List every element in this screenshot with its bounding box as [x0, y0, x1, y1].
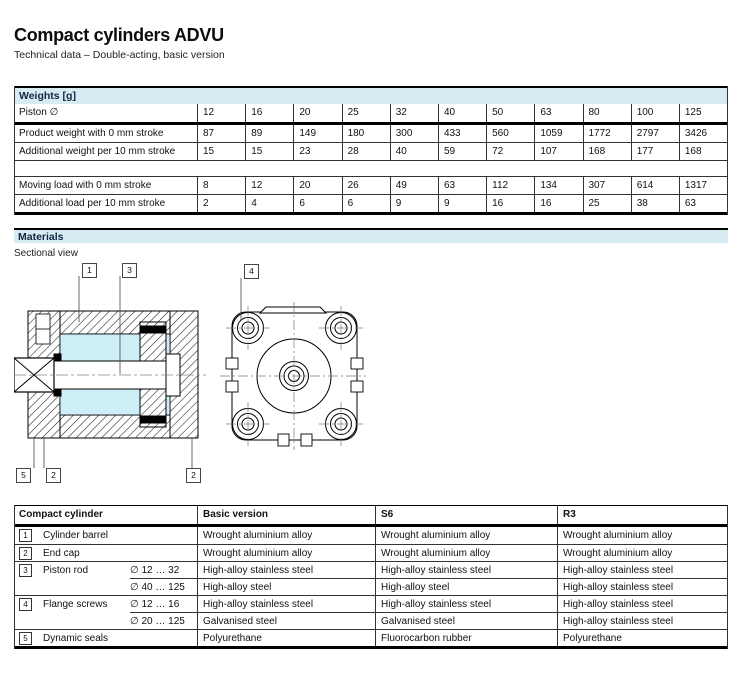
table-cell: 9	[438, 195, 486, 212]
table-cell: Wrought aluminium alloy	[557, 544, 727, 561]
table-cell: Polyurethane	[197, 629, 375, 646]
table-cell: High-alloy stainless steel	[557, 578, 727, 595]
table-cell: Wrought aluminium alloy	[557, 527, 727, 544]
table-cell: High-alloy steel	[375, 578, 557, 595]
page-subtitle: Technical data – Double-acting, basic version	[14, 49, 225, 61]
part-ref-box: 3	[19, 564, 32, 577]
table-cell: 560	[486, 125, 534, 142]
table-cell: 59	[438, 143, 486, 160]
weights-section-header: Weights [g]	[15, 86, 727, 104]
table-cell: Galvanised steel	[375, 612, 557, 629]
table-cell: 149	[293, 125, 341, 142]
table-cell: 40	[390, 143, 438, 160]
part-ref-1-box: 1	[82, 263, 97, 278]
table-cell: 12	[197, 104, 245, 122]
table-cell: 25	[342, 104, 390, 122]
column-header: Basic version	[197, 506, 375, 524]
table-cell: 38	[631, 195, 679, 212]
diameter-range	[130, 629, 197, 646]
table-cell: High-alloy stainless steel	[197, 561, 375, 578]
table-cell: 20	[293, 177, 341, 194]
table-cell: 8	[197, 177, 245, 194]
table-cell: 134	[534, 177, 582, 194]
table-cell: Galvanised steel	[197, 612, 375, 629]
part-ref-box: 1	[19, 529, 32, 542]
thick-rule	[15, 646, 727, 649]
table-cell: 168	[679, 143, 727, 160]
table-cell: High-alloy stainless steel	[557, 612, 727, 629]
table-cell: 87	[197, 125, 245, 142]
table-cell: 1772	[583, 125, 631, 142]
table-cell: High-alloy stainless steel	[375, 595, 557, 612]
table-row	[15, 143, 727, 160]
material-row	[15, 527, 727, 544]
table-cell: 307	[583, 177, 631, 194]
table-cell: 80	[583, 104, 631, 122]
table-cell: 4	[245, 195, 293, 212]
part-name: Cylinder barrel	[43, 530, 109, 541]
table-cell: Wrought aluminium alloy	[375, 527, 557, 544]
table-cell: High-alloy stainless steel	[375, 561, 557, 578]
part-name: End cap	[41, 544, 130, 561]
diameter-range	[130, 527, 197, 544]
table-cell: 6	[293, 195, 341, 212]
table-row	[15, 177, 727, 194]
table-cell: 63	[534, 104, 582, 122]
cylinder-drawings	[14, 262, 404, 502]
table-cell: 25	[583, 195, 631, 212]
table-cell: 89	[245, 125, 293, 142]
part-ref-2-box: 2	[186, 468, 201, 483]
table-row	[15, 195, 727, 212]
row-label: Piston ∅	[19, 107, 59, 118]
table-cell: High-alloy steel	[197, 578, 375, 595]
weights-table	[14, 86, 728, 215]
material-row	[15, 629, 727, 646]
table-cell: 72	[486, 143, 534, 160]
table-cell: 125	[679, 104, 727, 122]
table-cell: 50	[486, 104, 534, 122]
part-name: Dynamic seals	[41, 629, 130, 646]
part-name	[41, 612, 130, 629]
material-row-continuation	[15, 578, 727, 595]
table-cell: 15	[245, 143, 293, 160]
diameter-range: ∅ 20 … 125	[130, 612, 197, 629]
part-ref-5-box: 5	[16, 468, 31, 483]
table-cell: 1317	[679, 177, 727, 194]
table-cell: 63	[679, 195, 727, 212]
part-name: Flange screws	[41, 595, 130, 612]
table-cell: Polyurethane	[557, 629, 727, 646]
table-cell: 1059	[534, 125, 582, 142]
table-cell: Wrought aluminium alloy	[197, 527, 375, 544]
table-cell: 12	[245, 177, 293, 194]
table-cell: 63	[438, 177, 486, 194]
table-cell: 20	[293, 104, 341, 122]
table-cell: 100	[631, 104, 679, 122]
column-header: Compact cylinder	[19, 509, 103, 520]
diameter-range: ∅ 12 … 32	[130, 561, 197, 578]
table-cell: 26	[342, 177, 390, 194]
material-row	[15, 595, 727, 612]
table-cell: 3426	[679, 125, 727, 142]
part-name	[41, 578, 130, 595]
table-cell: 16	[486, 195, 534, 212]
diameter-range: ∅ 40 … 125	[130, 578, 197, 595]
table-cell: 28	[342, 143, 390, 160]
part-ref-3-box: 3	[122, 263, 137, 278]
table-cell: Fluorocarbon rubber	[375, 629, 557, 646]
table-cell: 6	[342, 195, 390, 212]
table-cell: High-alloy stainless steel	[557, 595, 727, 612]
materials-section-header: Materials	[14, 228, 728, 243]
diameter-range	[130, 544, 197, 561]
table-cell: 177	[631, 143, 679, 160]
table-cell: 2	[197, 195, 245, 212]
part-ref-box: 4	[19, 598, 32, 611]
part-ref-2-box: 2	[46, 468, 61, 483]
table-cell: 433	[438, 125, 486, 142]
row-label: Product weight with 0 mm stroke	[19, 128, 164, 139]
table-cell: 300	[390, 125, 438, 142]
part-name: Piston rod	[41, 561, 130, 578]
table-row	[15, 125, 727, 142]
table-cell: Wrought aluminium alloy	[197, 544, 375, 561]
material-row-continuation	[15, 612, 727, 629]
sectional-view-diagram	[14, 262, 404, 502]
piston-diameter-row	[15, 104, 727, 122]
table-cell: 23	[293, 143, 341, 160]
table-cell: 16	[245, 104, 293, 122]
sectional-view-label: Sectional view	[14, 248, 78, 259]
row-label: Additional weight per 10 mm stroke	[19, 146, 176, 157]
part-ref-box: 2	[19, 547, 32, 560]
table-cell: 107	[534, 143, 582, 160]
materials-header-row	[15, 506, 727, 524]
row-label: Additional load per 10 mm stroke	[19, 198, 166, 209]
page-title: Compact cylinders ADVU	[14, 25, 224, 45]
table-cell: 2797	[631, 125, 679, 142]
column-header: S6	[375, 506, 557, 524]
table-cell: 32	[390, 104, 438, 122]
material-row	[15, 561, 727, 578]
cross-section-drawing	[14, 311, 198, 438]
table-cell: 40	[438, 104, 486, 122]
table-cell: 112	[486, 177, 534, 194]
materials-table	[14, 505, 728, 649]
part-ref-4-box: 4	[244, 264, 259, 279]
material-row	[15, 544, 727, 561]
part-ref-box: 5	[19, 632, 32, 645]
table-cell: High-alloy stainless steel	[557, 561, 727, 578]
table-cell: 614	[631, 177, 679, 194]
column-header: R3	[557, 506, 727, 524]
table-cell: 180	[342, 125, 390, 142]
thick-rule	[15, 212, 727, 215]
table-cell: High-alloy stainless steel	[197, 595, 375, 612]
table-cell: 16	[534, 195, 582, 212]
table-cell: 9	[390, 195, 438, 212]
table-cell: Wrought aluminium alloy	[375, 544, 557, 561]
diameter-range: ∅ 12 … 16	[130, 595, 197, 612]
row-label: Moving load with 0 mm stroke	[19, 180, 152, 191]
table-gap	[15, 161, 727, 176]
table-cell: 15	[197, 143, 245, 160]
table-cell: 49	[390, 177, 438, 194]
table-cell: 168	[583, 143, 631, 160]
